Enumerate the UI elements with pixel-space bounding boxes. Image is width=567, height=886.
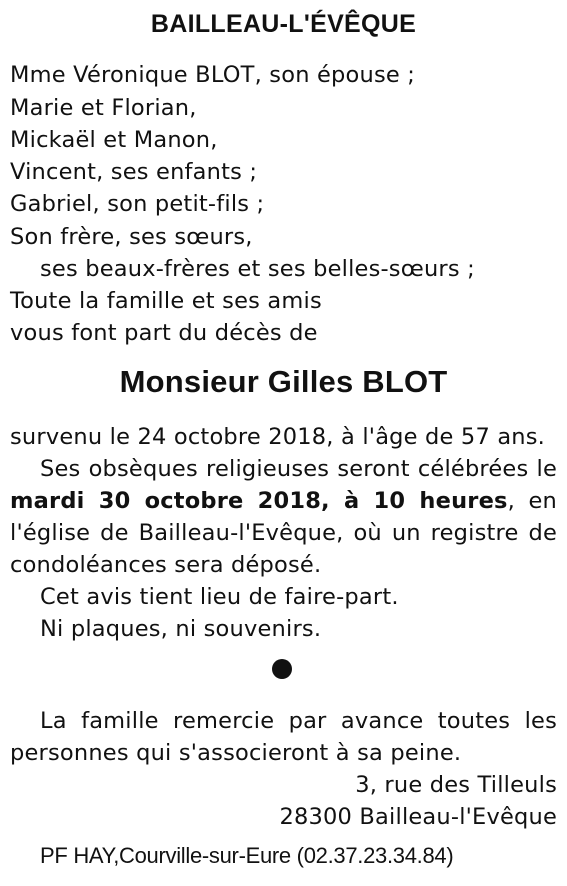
locality-heading: BAILLEAU-L'ÉVÊQUE [150,10,417,38]
flowers-statement: Ni plaques, ni souvenirs. [40,616,322,642]
family-line-children-3: Vincent, ses enfants ; [10,159,258,185]
death-date-line: survenu le 24 octobre 2018, à l'âge de 57 ans. [10,424,546,450]
funeral-home-contact: PF HAY,Courville-sur-Eure (02.37.23.34.84) [40,843,454,868]
thanks-line-2: personnes qui s'associeront à sa peine. [10,740,462,766]
funeral-registry-line: condoléances sera déposé. [10,552,322,578]
notice-statement: Cet avis tient lieu de faire-part. [40,584,399,610]
funeral-date-suffix: , en [507,488,557,514]
family-line-in-laws: ses beaux-frères et ses belles-sœurs ; [40,256,475,282]
family-line-announcement: vous font part du décès de [10,320,318,346]
deceased-name: Monsieur Gilles BLOT [119,364,448,399]
address-city: 28300 Bailleau-l'Evêque [279,804,557,830]
family-line-children-2: Mickaël et Manon, [10,127,218,153]
address-street: 3, rue des Tilleuls [355,772,557,798]
funeral-intro-line: Ses obsèques religieuses seront célébrées le [40,456,557,482]
family-line-spouse: Mme Véronique BLOT, son épouse ; [10,62,416,88]
separator-bullet [272,659,292,679]
family-line-grandson: Gabriel, son petit-fils ; [10,191,265,217]
family-line-siblings: Son frère, ses sœurs, [10,224,253,250]
funeral-date-line [10,488,557,514]
family-line-relatives: Toute la famille et ses amis [10,288,322,314]
funeral-date: mardi 30 octobre 2018, à 10 heures [10,488,508,514]
family-line-children-1: Marie et Florian, [10,95,197,121]
thanks-line-1: La famille remercie par avance toutes les [40,708,557,734]
funeral-place-line: l'église de Bailleau-l'Evêque, où un registre de [10,520,557,546]
